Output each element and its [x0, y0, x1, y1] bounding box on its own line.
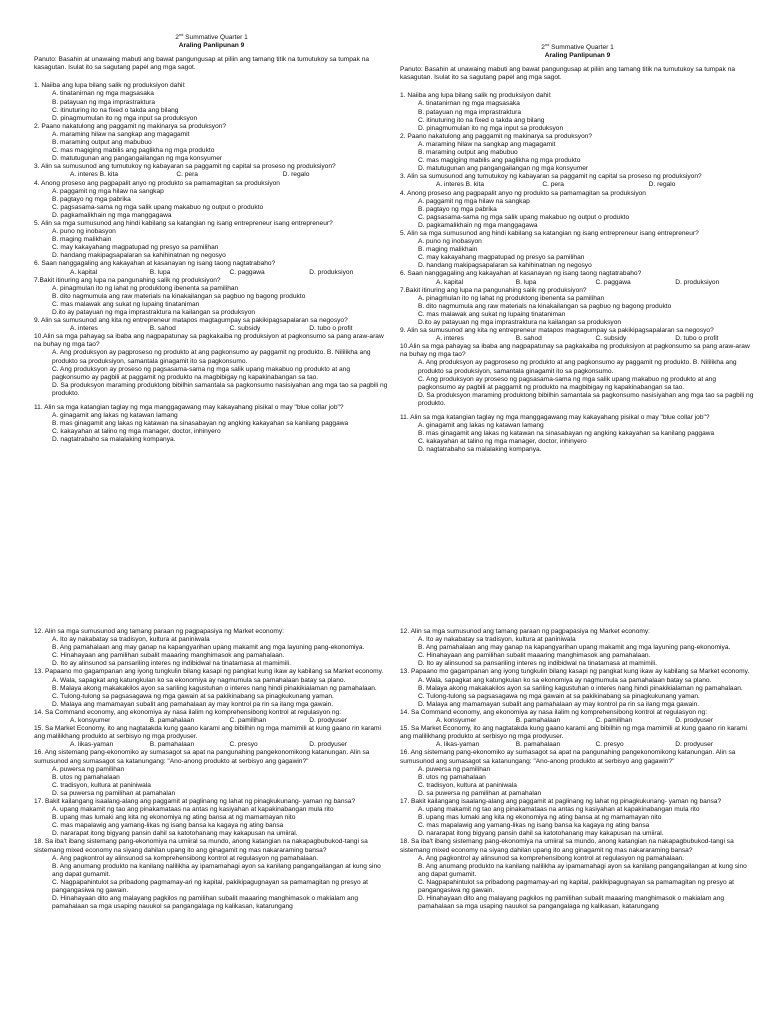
- answer-option: A. interes: [436, 335, 464, 343]
- question-item: [400, 725, 755, 749]
- answer-option: B. dito nagmumula ang raw materials na kinakailangan sa pagbuo ng bagong produkto: [418, 302, 672, 310]
- document-page-lower-left: [34, 628, 389, 911]
- answer-option: D. Malaya ang mamamayan subalit ang pamahalaan ay may kontrol pa rin sa ilang mga gawain.: [52, 700, 334, 708]
- answer-option: C. Hinahayaan ang pamilihan subalit maaaring manghimasok ang pamahalaan.: [418, 652, 651, 660]
- question-stem: 9. Alin sa sumusunod ang kita ng entrepreneur matapos magtagumpay sa pakikipagsapalaran sa negosyo?: [400, 327, 714, 335]
- answer-option: B. Malaya akong makakakilos ayon sa sariling kagustuhan o interes nang hindi pinakikialaman ng pamahalaan.: [418, 684, 743, 692]
- question-stem: 17. Bakit kailangang isaalang-alang ang paggamit at paglinang ng lahat ng pinagkukunang- yaman ng bansa?: [34, 797, 356, 805]
- question-item: [400, 414, 755, 454]
- answer-options: [34, 677, 389, 709]
- answer-option: B. sahod: [149, 325, 176, 333]
- question-stem: 7.Bakit itinuring ang lupa na pangunahing salik ng produksiyon?: [34, 276, 221, 284]
- answer-option: D. sa puwersa ng pamilihan at pamahalan: [418, 789, 542, 797]
- answer-option: D. Sa produksyon maraming produktong bibilhin samantala sa pagkonsumo nasisiyahan ang mga tao sa pagbili ng produkto.: [418, 391, 754, 407]
- answer-option: D. Malaya ang mamamayan subalit ang pamahalaan ay may kontrol pa rin sa ilang mga gawain.: [418, 700, 700, 708]
- question-item: [400, 709, 755, 725]
- instructions: Panuto: Basahin at unawaing mabuti ang bawat pangungusap at piliin ang tamang titik na tumutukoy sa tumpak na kasagutan. Isulat ito sa sagutang papel ang mga sagot.: [34, 56, 370, 72]
- answer-option: D. sa puwersa ng pamilihan at pamahalan: [52, 789, 176, 797]
- question-stem: 5. Alin sa mga sumusunod ang hindi kabilang sa katangian ng isang entrepreneur isang entrepreneur?: [400, 229, 699, 237]
- answer-options: [34, 855, 389, 912]
- question-stem: 1. Naiiba ang lupa bilang salik ng produksiyon dahil:: [34, 82, 186, 90]
- subject-title: Araling Panlipunan 9: [178, 42, 245, 50]
- answer-option: C. tradisyon, kultura at paniniwala: [418, 781, 517, 789]
- question-item: [34, 180, 389, 220]
- question-item: [34, 317, 389, 333]
- answer-options: [400, 717, 755, 725]
- answer-option: A. ginagamit ang lakas ng katawan lamang: [418, 422, 544, 430]
- question-item: [400, 838, 755, 911]
- question-list: [400, 628, 755, 911]
- answer-option: B. utos ng pamahalaan: [52, 773, 120, 781]
- answer-option: D. Ito ay alinsunod sa pansariling interes ng indibidwal na tinatamasa at mamimili.: [418, 660, 657, 668]
- question-list: [34, 82, 389, 444]
- answer-option: B. Malaya akong makakakilos ayon sa sariling kagustuhan o interes nang hindi pinakikialaman ng pamahalaan.: [52, 684, 377, 692]
- answer-option: C. Ang produksyon ay proseso ng pagsasama-sama ng mga salik upang makabuo ng produkto at ang pagkonsumo ay pagbili at paggamit ng produkto na magbibigay ng kapakinabangan sa tao.: [52, 365, 351, 381]
- answer-option: A. konsyumer: [70, 717, 111, 725]
- question-list: [400, 92, 755, 454]
- question-stem: 11. Alin sa mga katangian taglay ng mga manggagawang may kakayahang pisikal o may "blue collar job"?: [34, 404, 344, 412]
- question-item: [400, 133, 755, 173]
- question-stem: 4. Anong proseso ang pagpapalit anyo ng produkto sa pamamagitan sa produksiyon: [34, 179, 280, 187]
- answer-option: B. lupa: [149, 268, 171, 276]
- question-list: [34, 628, 389, 911]
- answer-option: D. regalo: [282, 171, 310, 179]
- answer-option: C. kakayahan at talino ng mga manager, doctor, inhinyero: [52, 428, 221, 436]
- answer-options: [34, 636, 389, 668]
- answer-option: D. pinagmumulan ito ng mga input sa produksyon: [418, 124, 564, 132]
- answer-option: A. likas-yaman: [436, 741, 480, 749]
- answer-option: C. Tulong-tulong sa pagsasagawa ng mga gawain at sa pakikinabang sa pinagkukunang yaman.: [418, 692, 700, 700]
- answer-option: D. Ito ay alinsunod sa pansariling interes ng indibidwal na tinatamasa at mamimili.: [52, 660, 291, 668]
- answer-option: B. Ang pamahalaan ang may ganap na kapangyarihan upang makamit ang mga layuning pang-ekonomiya.: [418, 644, 731, 652]
- answer-options: [34, 228, 389, 260]
- answer-options: [400, 766, 755, 798]
- answer-options: [34, 349, 389, 398]
- answer-options: [400, 141, 755, 173]
- question-item: [34, 82, 389, 122]
- quarter-title: 2nd Summative Quarter 1: [175, 31, 248, 41]
- question-item: [400, 327, 755, 343]
- question-stem: 18. Sa iba't ibang sistemang pang-ekonomiya na umiiral sa mundo, anong katangian na nakapagbubukod-tangi sa sistemang mixed economy na siyang dahilan upang ito ang ginagamit ng mas nakararaming bansa?: [34, 838, 368, 854]
- question-item: [34, 123, 389, 163]
- answer-option: D. tubo o profit: [309, 325, 353, 333]
- answer-option: A. Wala, sapagkat ang katungkulan ko sa ekonomiya ay nagmumula sa pamahalaan batay sa plano.: [52, 676, 346, 684]
- answer-option: A. Ito ay nakabatay sa tradisyon, kultura at paniniwala: [418, 636, 576, 644]
- answer-option: A. interes B. kita: [70, 171, 119, 179]
- question-item: [34, 333, 389, 404]
- question-item: [34, 709, 389, 725]
- answer-option: D.ito ay patayuan ng mga imprastraktura na kailangan sa produksyon: [52, 309, 256, 316]
- answer-option: A. puwersa ng pamilihan: [418, 765, 491, 773]
- answer-option: B. maging malikhain: [418, 246, 478, 254]
- answer-option: C. paggawa: [229, 268, 265, 276]
- answer-options: [400, 238, 755, 270]
- question-item: [400, 749, 755, 798]
- answer-option: B. pamahalaan: [149, 741, 195, 749]
- answer-option: D.ito ay patayuan ng mga imprastraktura na kailangan sa produksyon: [418, 319, 622, 326]
- answer-option: A. paggamit ng mga hilaw na sangkap: [52, 187, 164, 195]
- answer-options: [34, 285, 389, 317]
- answer-option: C. Hinahayaan ang pamilihan subalit maaaring manghimasok ang pamahalaan.: [52, 652, 285, 660]
- question-stem: 6. Saan nanggagaling ang kakayahan at kasanayan ng isang taong nagtatrabaho?: [34, 260, 276, 268]
- answer-option: D. produksiyon: [309, 268, 354, 276]
- answer-options: [400, 335, 755, 343]
- question-item: [400, 230, 755, 270]
- answer-option: C. kakayahan at talino ng mga manager, doctor, inhinyero: [418, 438, 587, 446]
- answer-option: B. pagtayo ng mga pabrika: [52, 195, 131, 203]
- answer-option: D. nararapat itong bigyang pansin dahil sa katotohanang may kakapusan na umiiral.: [52, 830, 298, 838]
- question-stem: 10.Alin sa mga pahayag sa ibaba ang nagpapatunay sa pagkakaiba ng produksiyon at pagkonsumo sa pang araw-araw na buhay ng mga tao?: [34, 333, 384, 349]
- question-stem: 16. Ang sistemang pang-ekonomiko ay sumasagot sa apat na pangunahing pangekonomikong katanungan. Alin sa sumusunod ang sumasagot sa katanungang: "Ano-anong produkto at serbisyo ang gagawin?": [400, 749, 736, 765]
- answer-options: [400, 359, 755, 408]
- answer-options: [400, 855, 755, 912]
- answer-options: [34, 741, 389, 749]
- answer-option: A. pinagmulan ito ng lahat ng produktong ibenenta sa pamilihan: [52, 284, 239, 292]
- answer-option: C. paggawa: [595, 278, 631, 286]
- answer-options: [400, 422, 755, 454]
- question-item: [400, 287, 755, 327]
- question-item: [34, 749, 389, 798]
- answer-option: D. matutugunan ang pangangailangan ng mga konsyumer: [418, 165, 589, 173]
- answer-option: C. Ang produksyon ay proseso ng pagsasama-sama ng mga salik upang makabuo ng produkto at ang pagkonsumo ay pagbili at paggamit ng produkto na magbibigay ng kapakinabangan sa tao.: [418, 375, 717, 391]
- document-header: [400, 41, 755, 60]
- answer-option: B. lupa: [515, 278, 537, 286]
- question-stem: 11. Alin sa mga katangian taglay ng mga manggagawang may kakayahang pisikal o may "blue collar job"?: [400, 414, 710, 422]
- document-header: [34, 31, 389, 50]
- question-stem: 13. Papaano mo gagampanan ang iyong tungkulin bilang kasapi ng pangkat kung ikaw ay kabilang sa Market economy.: [34, 668, 384, 676]
- question-item: [34, 798, 389, 838]
- answer-option: A. Ang pagkontrol ay alinsunod sa komprehensibong kontrol at regulasyon ng pamahalaan.: [52, 854, 319, 862]
- answer-option: B. Ang anumang produkto na kanilang nalilikha ay ipamamahagi ayon sa kanilang pangangailangan at kung sino ang dapat gumamit.: [52, 862, 381, 878]
- answer-option: A. pinagmulan ito ng lahat ng produktong ibenenta sa pamilihan: [418, 294, 605, 302]
- answer-option: C. mas malawak ang sukat ng lupaing tinataniman: [52, 300, 200, 308]
- answer-option: B. utos ng pamahalaan: [418, 773, 486, 781]
- answer-option: C. itinuturing ito na fixed o takda ang bilang: [52, 106, 179, 114]
- answer-option: A. tinatanirnan ng mga magsasaka: [418, 100, 520, 108]
- answer-option: A. kapital: [436, 278, 464, 286]
- answer-option: A. puno ng inobasyon: [52, 228, 116, 236]
- document-page-left: [34, 31, 389, 445]
- answer-options: [400, 279, 755, 287]
- question-item: [34, 838, 389, 911]
- answer-option: C. Tulong-tulong sa pagsasagawa ng mga gawain at sa pakikinabang sa pinagkukunang yaman.: [52, 692, 334, 700]
- question-stem: 14. Sa Command economy, ang ekonomiya ay nasa ilalim ng komprehensibong kontrol at regulasyon ng:: [400, 708, 708, 716]
- question-item: [400, 628, 755, 668]
- answer-options: [34, 806, 389, 838]
- question-item: [400, 668, 755, 708]
- question-item: [400, 190, 755, 230]
- answer-option: D. nagtatrabaho sa malalaking kompanya.: [418, 446, 542, 454]
- answer-option: B. upang mas lumaki ang kita ng ekonomiya ng ating bansa at ng mamamayan nito: [418, 814, 662, 822]
- answer-option: D. matutugunan ang pangangailangan ng mga konsyumer: [52, 155, 223, 163]
- answer-options: [34, 717, 389, 725]
- answer-option: B. pagtayo ng mga pabrika: [418, 205, 497, 213]
- answer-option: C. Nagpapahintulot sa pribadong pagmamay-ari ng kapital, pakikipagugnayan sa pamamagitan ng presyo at pangangasiwa ng gawain.: [418, 878, 734, 894]
- answer-option: D. handang makipagsapalaran sa kahihinatnan ng negosyo: [52, 252, 226, 260]
- question-stem: 7.Bakit itinuring ang lupa na pangunahing salik ng produksiyon?: [400, 286, 587, 294]
- answer-option: D. nararapat itong bigyang pansin dahil sa katotohanang may kakapusan na umiiral.: [418, 830, 664, 838]
- question-stem: 13. Papaano mo gagampanan ang iyong tungkulin bilang kasapi ng pangkat kung ikaw ay kabilang sa Market economy.: [400, 668, 750, 676]
- answer-options: [400, 806, 755, 838]
- answer-option: C. pamilihan: [595, 717, 633, 725]
- answer-option: D. prodyuser: [309, 741, 347, 749]
- question-stem: 15. Sa Market Economy, ito ang nagtatakda kung gaano karami ang bibilhin ng mga mamimili at kung gaano rin karami ang malilikhang produkto at serbisyo ng mga prodyuser.: [34, 725, 381, 741]
- answer-option: C. subsidy: [595, 335, 627, 343]
- answer-options: [400, 677, 755, 709]
- question-stem: 4. Anong proseso ang pagpapalit anyo ng produkto sa pamamagitan sa produksiyon: [400, 189, 646, 197]
- answer-option: B. maraming output ang mabubuo: [52, 139, 152, 147]
- answer-option: A. Wala, sapagkat ang katungkulan ko sa ekonomiya ay nagmumula sa pamahalaan batay sa plano.: [418, 676, 712, 684]
- question-stem: 2. Paano nakatulong ang paggamit ng makinarya sa produksyon?: [34, 122, 227, 130]
- answer-option: A. interes B. kita: [436, 181, 485, 189]
- answer-options: [34, 269, 389, 277]
- answer-options: [400, 741, 755, 749]
- answer-option: D. prodyuser: [309, 717, 347, 725]
- question-stem: 6. Saan nanggagaling ang kakayahan at kasanayan ng isang taong nagtatrabaho?: [400, 270, 642, 278]
- answer-option: B. mas ginagamit ang lakas ng katawan na sinasabayan ng angking kakayahan sa kanilang paggawa: [418, 430, 715, 438]
- answer-option: B. pamahalaan: [515, 717, 561, 725]
- answer-options: [34, 325, 389, 333]
- question-item: [400, 798, 755, 838]
- question-item: [400, 173, 755, 189]
- answer-option: C. may kakayahang magpatupad ng presyo sa pamilihan: [52, 244, 219, 252]
- question-stem: 12. Alin sa mga sumusunod ang tamang paraan ng pagpapasiya ng Market economy:: [34, 628, 284, 635]
- answer-option: A. puwersa ng pamilihan: [52, 765, 125, 773]
- question-item: [34, 404, 389, 444]
- question-item: [34, 725, 389, 749]
- answer-option: A. konsyumer: [436, 717, 477, 725]
- answer-option: A. Ang produksyon ay pagproseso ng produkto at ang pagkonsumo ay paggamit ng produkto. B. Nililikha ang produkto sa produksiyon, samantala ginagamit ito sa pagkonsumo.: [418, 359, 737, 375]
- question-stem: 9. Alin sa sumusunod ang kita ng entrepreneur matapos magtagumpay sa pakikipagsapalaran sa negosyo?: [34, 317, 348, 325]
- answer-option: B. pamahalaan: [149, 717, 195, 725]
- instructions: Panuto: Basahin at unawaing mabuti ang bawat pangungusap at piliin ang tamang titik na tumutukoy sa tumpak na kasagutan. Isulat ito sa sagutang papel ang mga sagot.: [400, 66, 736, 82]
- answer-option: D. pagkamalikhain ng mga manggagawa: [52, 211, 172, 219]
- answer-options: [400, 198, 755, 230]
- answer-option: B. patayuan ng mga imprastraktura: [52, 98, 155, 106]
- answer-options: [400, 636, 755, 668]
- answer-option: D. prodyuser: [675, 741, 713, 749]
- answer-option: A. ginagamit ang lakas ng katawan lamang: [52, 412, 178, 420]
- answer-option: C. mas mapalawig ang yamang-likas ng isang bansa ka kagaya ng ating bansa: [418, 822, 650, 830]
- question-item: [34, 668, 389, 708]
- answer-option: D. prodyuser: [675, 717, 713, 725]
- answer-option: C. presyo: [595, 741, 624, 749]
- answer-option: A. Ito ay nakabatay sa tradisyon, kultura at paniniwala: [52, 636, 210, 644]
- question-stem: 17. Bakit kailangang isaalang-alang ang paggamit at paglinang ng lahat ng pinagkukunang- yaman ng bansa?: [400, 797, 722, 805]
- answer-option: B. patayuan ng mga imprastraktura: [418, 108, 521, 116]
- answer-option: C. mas magiging mabilis ang paglikha ng mga produkto: [418, 157, 581, 165]
- answer-option: A. tinatanirnan ng mga magsasaka: [52, 90, 154, 98]
- answer-option: C. pagsasama-sama ng mga salik upang makabuo ng output o produkto: [418, 213, 630, 221]
- answer-options: [400, 100, 755, 132]
- answer-options: [34, 90, 389, 122]
- answer-option: C. itinuturing ito na fixed o takda ang bilang: [418, 116, 545, 124]
- answer-option: B. maraming output ang mabubuo: [418, 149, 518, 157]
- question-stem: 12. Alin sa mga sumusunod ang tamang paraan ng pagpapasiya ng Market economy:: [400, 628, 650, 635]
- answer-option: D. Hinahayaan dito ang malayang pagkilos ng pamilihan subalit maaaring manghimasok o makialam ang pamahalaan sa mga usaping nauukol sa pangangalaga ng kalikasan, katarungang: [418, 895, 725, 911]
- answer-options: [400, 295, 755, 327]
- answer-option: A. puno ng inobasyon: [418, 238, 482, 246]
- question-stem: 2. Paano nakatulong ang paggamit ng makinarya sa produksyon?: [400, 132, 593, 140]
- answer-option: C. Nagpapahintulot sa pribadong pagmamay-ari ng kapital, pakikipagugnayan sa pamamagitan ng presyo at pangangasiwa ng gawain.: [52, 878, 368, 894]
- answer-option: A. upang makamit ng tao ang pinakamataas na antas ng kasiyahan at kapakinabangan mula rito: [52, 806, 334, 814]
- question-stem: 3. Alin sa sumusunod ang tumutukoy ng kabayaran sa paggamit ng capital sa proseso ng produksiyon?: [34, 163, 336, 171]
- answer-option: B. Ang pamahalaan ang may ganap na kapangyarihan upang makamit ang mga layuning pang-ekonomiya.: [52, 644, 365, 652]
- answer-option: C. mas malawak ang sukat ng lupaing tinataniman: [418, 310, 566, 318]
- question-stem: 1. Naiiba ang lupa bilang salik ng produksiyon dahil:: [400, 92, 552, 100]
- question-item: [34, 260, 389, 276]
- question-item: [400, 343, 755, 414]
- answer-option: B. sahod: [515, 335, 542, 343]
- answer-option: C. pamilihan: [229, 717, 267, 725]
- answer-options: [34, 188, 389, 220]
- answer-option: B. pamahalaan: [515, 741, 561, 749]
- question-item: [400, 270, 755, 286]
- answer-option: A. Ang pagkontrol ay alinsunod sa komprehensibong kontrol at regulasyon ng pamahalaan.: [418, 854, 685, 862]
- question-stem: 3. Alin sa sumusunod ang tumutukoy ng kabayaran sa paggamit ng capital sa proseso ng produksiyon?: [400, 173, 702, 181]
- answer-option: D. pinagmumulan ito ng mga input sa produksyon: [52, 114, 198, 122]
- answer-option: B. dito nagmumula ang raw materials na kinakailangan sa pagbuo ng bagong produkto: [52, 292, 306, 300]
- question-stem: 14. Sa Command economy, ang ekonomiya ay nasa ilalim ng komprehensibong kontrol at regulasyon ng:: [34, 708, 342, 716]
- answer-option: D. nagtatrabaho sa malalaking kompanya.: [52, 436, 176, 444]
- answer-option: B. Ang anumang produkto na kanilang nalilikha ay ipamamahagi ayon sa kanilang pangangailangan at kung sino ang dapat gumamit.: [418, 862, 747, 878]
- answer-option: D. tubo o profit: [675, 335, 719, 343]
- answer-options: [34, 412, 389, 444]
- answer-options: [400, 181, 755, 189]
- answer-option: D. handang makipagsapalaran sa kahihinatnan ng negosyo: [418, 262, 592, 270]
- document-page-lower-right: [400, 628, 755, 911]
- answer-option: C. pagsasama-sama ng mga salik upang makabuo ng output o produkto: [52, 203, 264, 211]
- answer-option: A. likas-yaman: [70, 741, 114, 749]
- answer-option: A. paggamit ng mga hilaw na sangkap: [418, 197, 530, 205]
- answer-option: A. kapital: [70, 268, 98, 276]
- answer-option: A. maraming hilaw na sangkap ang magagamit: [52, 130, 190, 138]
- answer-options: [34, 131, 389, 163]
- answer-option: D. produksiyon: [675, 278, 720, 286]
- answer-options: [34, 171, 389, 179]
- answer-option: B. upang mas lumaki ang kita ng ekonomiya ng ating bansa at ng mamamayan nito: [52, 814, 296, 822]
- answer-option: C. mas mapalawig ang yamang-likas ng isang bansa ka kagaya ng ating bansa: [52, 822, 284, 830]
- question-stem: 15. Sa Market Economy, ito ang nagtatakda kung gaano karami ang bibilhin ng mga mamimili at kung gaano rin karami ang malilikhang produkto at serbisyo ng mga prodyuser.: [400, 725, 747, 741]
- answer-option: C. pera: [176, 171, 198, 179]
- document-page-right: [400, 41, 755, 455]
- answer-option: D. pagkamalikhain ng mga manggagawa: [418, 221, 538, 229]
- question-item: [400, 92, 755, 132]
- question-item: [34, 163, 389, 179]
- question-stem: 18. Sa iba't ibang sistemang pang-ekonomiya na umiiral sa mundo, anong katangian na nakapagbubukod-tangi sa sistemang mixed economy na siyang dahilan upang ito ang ginagamit ng mas nakararaming bansa?: [400, 838, 734, 854]
- quarter-title: 2nd Summative Quarter 1: [541, 41, 614, 51]
- answer-option: D. Hinahayaan dito ang malayang pagkilos ng pamilihan subalit maaaring manghimasok o makialam ang pamahalaan sa mga usaping nauukol sa pangangalaga ng kalikasan, katarungang: [52, 895, 359, 911]
- answer-option: A. Ang produksyon ay pagproseso ng produkto at ang pagkonsumo ay paggamit ng produkto. B. Nililikha ang produkto sa produksiyon, samantala ginagamit ito sa pagkonsumo.: [52, 349, 371, 365]
- answer-option: C. tradisyon, kultura at paniniwala: [52, 781, 151, 789]
- answer-option: D. Sa produksyon maraming produktong bibilhin samantala sa pagkonsumo nasisiyahan ang mga tao sa pagbili ng produkto.: [52, 381, 388, 397]
- answer-option: B. mas ginagamit ang lakas ng katawan na sinasabayan ng angking kakayahan sa kanilang paggawa: [52, 420, 349, 428]
- answer-options: [34, 766, 389, 798]
- question-stem: 5. Alin sa mga sumusunod ang hindi kabilang sa katangian ng isang entrepreneur isang entrepreneur?: [34, 219, 333, 227]
- question-stem: 10.Alin sa mga pahayag sa ibaba ang nagpapatunay sa pagkakaiba ng produksiyon at pagkonsumo sa pang araw-araw na buhay ng mga tao?: [400, 343, 750, 359]
- answer-option: C. may kakayahang magpatupad ng presyo sa pamilihan: [418, 254, 585, 262]
- answer-option: C. presyo: [229, 741, 258, 749]
- question-item: [34, 220, 389, 260]
- answer-option: A. interes: [70, 325, 98, 333]
- question-stem: 16. Ang sistemang pang-ekonomiko ay sumasagot sa apat na pangunahing pangekonomikong katanungan. Alin sa sumusunod ang sumasagot sa katanungang: "Ano-anong produkto at serbisyo ang gagawin?": [34, 749, 370, 765]
- answer-option: C. subsidy: [229, 325, 261, 333]
- answer-option: A. upang makamit ng tao ang pinakamataas na antas ng kasiyahan at kapakinabangan mula rito: [418, 806, 700, 814]
- answer-option: B. maging malikhain: [52, 236, 112, 244]
- answer-option: C. mas magiging mabilis ang paglikha ng mga produkto: [52, 147, 215, 155]
- question-item: [34, 277, 389, 317]
- answer-option: A. maraming hilaw na sangkap ang magagamit: [418, 140, 556, 148]
- answer-option: C. pera: [542, 181, 564, 189]
- subject-title: Araling Panlipunan 9: [544, 52, 611, 60]
- answer-option: D. regalo: [648, 181, 676, 189]
- question-item: [34, 628, 389, 668]
